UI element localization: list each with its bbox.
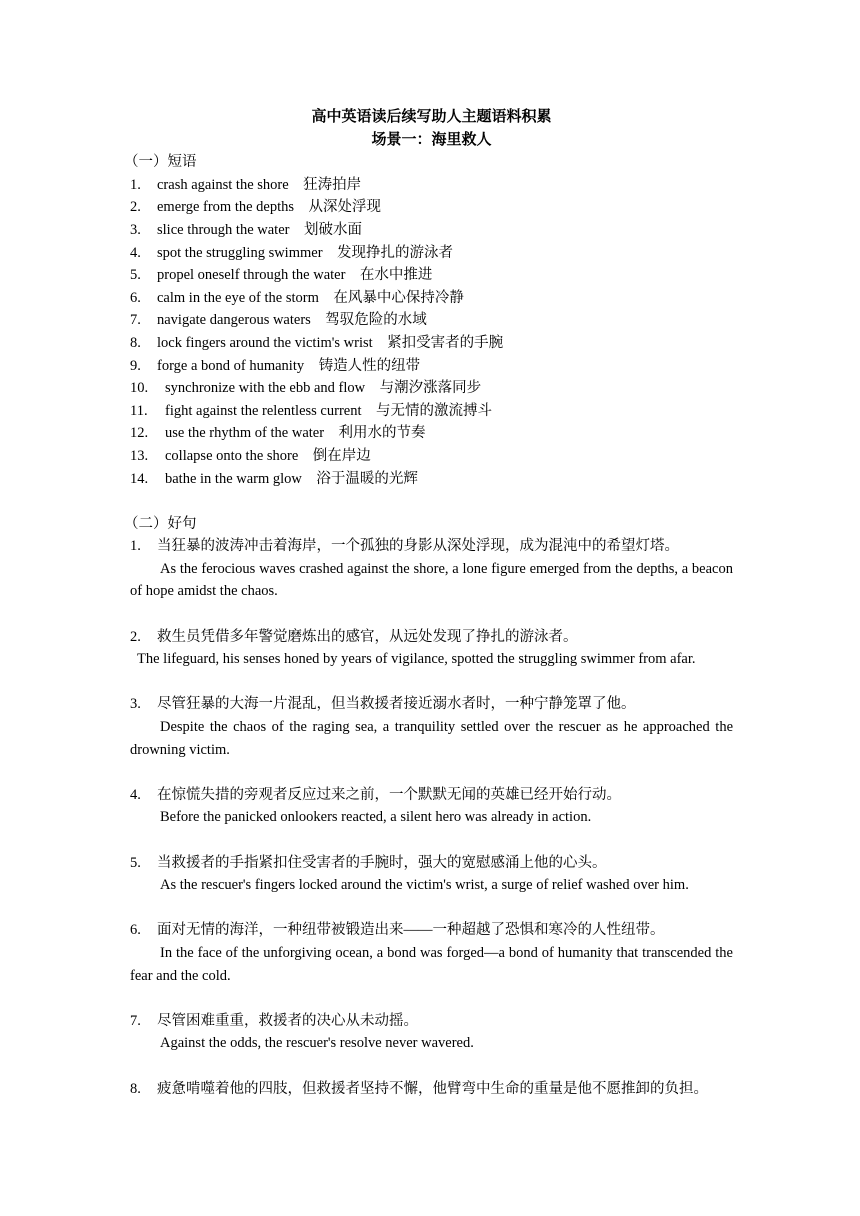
phrase-text: propel oneself through the water 在水中推进 bbox=[157, 267, 433, 284]
sentence-english: As the rescuer's fingers locked around the victim's wrist, a surge of relief washed over him. bbox=[160, 877, 689, 894]
sentence-chinese-row bbox=[130, 693, 733, 716]
sentence-chinese-row bbox=[130, 626, 733, 649]
phrase-number: 12. bbox=[130, 425, 149, 442]
phrase-number: 1. bbox=[130, 176, 141, 193]
phrase-text: bathe in the warm glow 浴于温暖的光辉 bbox=[165, 470, 418, 487]
sentence-english: Despite the chaos of the raging sea, a tranquility settled over the rescuer as he approached the drowning victim. bbox=[130, 719, 733, 758]
sentence-chinese: 当狂暴的波涛冲击着海岸，一个孤独的身影从深处浮现，成为混沌中的希望灯塔。 bbox=[157, 538, 679, 555]
spacer bbox=[130, 671, 733, 694]
phrase-text: navigate dangerous waters 驾驭危险的水域 bbox=[157, 312, 427, 329]
phrase-list bbox=[130, 174, 733, 490]
spacer bbox=[130, 987, 733, 1010]
phrase-number: 13. bbox=[130, 447, 149, 464]
phrase-number: 3. bbox=[130, 221, 141, 238]
sentence-chinese: 当救援者的手指紧扣住受害者的手腕时，强大的宽慰感涌上他的心头。 bbox=[157, 854, 607, 871]
sentence-english: In the face of the unforgiving ocean, a bond was forged—a bond of humanity that transcended the fear and the cold. bbox=[130, 944, 733, 984]
sentence-item bbox=[130, 1010, 733, 1055]
sentence-number: 4. bbox=[130, 786, 141, 803]
phrase-item bbox=[130, 355, 733, 378]
phrase-number: 7. bbox=[130, 312, 141, 329]
phrases-section bbox=[124, 151, 733, 490]
document-subtitle: 场景一：海里救人 bbox=[371, 131, 492, 148]
sentences-section bbox=[124, 513, 733, 1100]
phrase-item bbox=[130, 264, 733, 287]
sentence-chinese: 尽管狂暴的大海一片混乱，但当救援者接近溺水者时，一种宁静笼罩了他。 bbox=[157, 696, 636, 713]
sentence-number: 7. bbox=[130, 1012, 141, 1029]
sentence-chinese-row bbox=[130, 1010, 733, 1033]
sentence-english: The lifeguard, his senses honed by years of vigilance, spotted the struggling swimmer from afar. bbox=[137, 651, 696, 668]
phrase-item bbox=[130, 445, 733, 468]
sentence-item bbox=[130, 852, 733, 897]
document-title: 高中英语读后续写助人主题语料积累 bbox=[311, 109, 552, 125]
sentence-item bbox=[130, 1078, 733, 1101]
sentence-number: 8. bbox=[130, 1080, 141, 1097]
sentence-number: 2. bbox=[130, 628, 141, 645]
phrase-item bbox=[130, 287, 733, 310]
phrase-text: spot the struggling swimmer 发现挣扎的游泳者 bbox=[157, 244, 454, 261]
phrase-number: 5. bbox=[130, 267, 141, 284]
phrase-number: 11. bbox=[130, 402, 148, 419]
phrase-item bbox=[130, 377, 733, 400]
phrase-text: synchronize with the ebb and flow 与潮汐涨落同步 bbox=[165, 380, 482, 397]
phrase-number: 8. bbox=[130, 334, 141, 351]
phrase-text: calm in the eye of the storm 在风暴中心保持冷静 bbox=[157, 289, 464, 306]
spacer bbox=[130, 829, 733, 852]
sentence-english: Against the odds, the rescuer's resolve never wavered. bbox=[160, 1035, 474, 1052]
sentence-english: Before the panicked onlookers reacted, a silent hero was already in action. bbox=[160, 809, 592, 826]
phrase-text: lock fingers around the victim's wrist 紧扣受害者的手腕 bbox=[157, 334, 504, 351]
phrase-number: 10. bbox=[130, 380, 149, 397]
phrase-text: forge a bond of humanity 铸造人性的纽带 bbox=[157, 357, 421, 374]
phrase-number: 6. bbox=[130, 289, 141, 306]
phrase-text: slice through the water 划破水面 bbox=[157, 221, 362, 238]
phrase-item bbox=[130, 400, 733, 423]
sentences-heading: （二）好句 bbox=[124, 515, 197, 532]
sentence-number: 1. bbox=[130, 538, 141, 555]
sentence-chinese-row bbox=[130, 852, 733, 875]
sentence-english: As the ferocious waves crashed against the shore, a lone figure emerged from the depths, a beacon of hope amidst the chaos. bbox=[130, 560, 733, 600]
spacer bbox=[130, 761, 733, 784]
phrase-item bbox=[130, 196, 733, 219]
phrase-text: crash against the shore 狂涛拍岸 bbox=[157, 176, 362, 193]
sentence-chinese-row bbox=[130, 919, 733, 942]
sentence-chinese-row bbox=[130, 535, 733, 558]
sentence-item bbox=[130, 693, 733, 761]
phrase-text: emerge from the depths 从深处浮现 bbox=[157, 199, 382, 216]
document-page bbox=[124, 96, 733, 1100]
sentence-chinese: 救生员凭借多年警觉磨炼出的感官，从远处发现了挣扎的游泳者。 bbox=[157, 628, 578, 645]
spacer bbox=[130, 603, 733, 626]
spacer bbox=[130, 1055, 733, 1078]
sentence-chinese: 面对无情的海洋，一种纽带被锻造出来——一种超越了恐惧和寒冷的人性纽带。 bbox=[157, 922, 665, 939]
sentence-item bbox=[130, 919, 733, 987]
phrase-text: use the rhythm of the water 利用水的节奏 bbox=[165, 425, 426, 442]
sentence-list bbox=[130, 535, 733, 1100]
spacer bbox=[130, 897, 733, 920]
phrase-text: fight against the relentless current 与无情的激流搏斗 bbox=[165, 402, 492, 419]
phrase-item bbox=[130, 242, 733, 265]
phrase-number: 9. bbox=[130, 357, 141, 374]
phrase-item bbox=[130, 332, 733, 355]
phrase-item bbox=[130, 468, 733, 491]
sentence-number: 3. bbox=[130, 696, 141, 713]
phrase-number: 14. bbox=[130, 470, 149, 487]
phrase-number: 2. bbox=[130, 199, 141, 216]
phrase-text: collapse onto the shore 倒在岸边 bbox=[165, 447, 371, 464]
phrase-item bbox=[130, 309, 733, 332]
phrase-item bbox=[130, 174, 733, 197]
phrase-item bbox=[130, 422, 733, 445]
sentence-item bbox=[130, 784, 733, 829]
sentence-item bbox=[130, 626, 733, 671]
phrase-item bbox=[130, 219, 733, 242]
sentence-chinese-row bbox=[130, 784, 733, 807]
sentence-number: 5. bbox=[130, 854, 141, 871]
sentence-chinese: 疲惫啃噬着他的四肢，但救援者坚持不懈，他臂弯中生命的重量是他不愿推卸的负担。 bbox=[157, 1080, 708, 1097]
sentence-chinese: 在惊慌失措的旁观者反应过来之前，一个默默无闻的英雄已经开始行动。 bbox=[157, 786, 621, 803]
sentence-number: 6. bbox=[130, 922, 141, 939]
sentence-item bbox=[130, 535, 733, 603]
sentence-chinese: 尽管困难重重，救援者的决心从未动摇。 bbox=[157, 1012, 418, 1029]
phrase-number: 4. bbox=[130, 244, 141, 261]
sentence-chinese-row bbox=[130, 1078, 733, 1101]
phrases-heading: （一）短语 bbox=[124, 154, 197, 171]
